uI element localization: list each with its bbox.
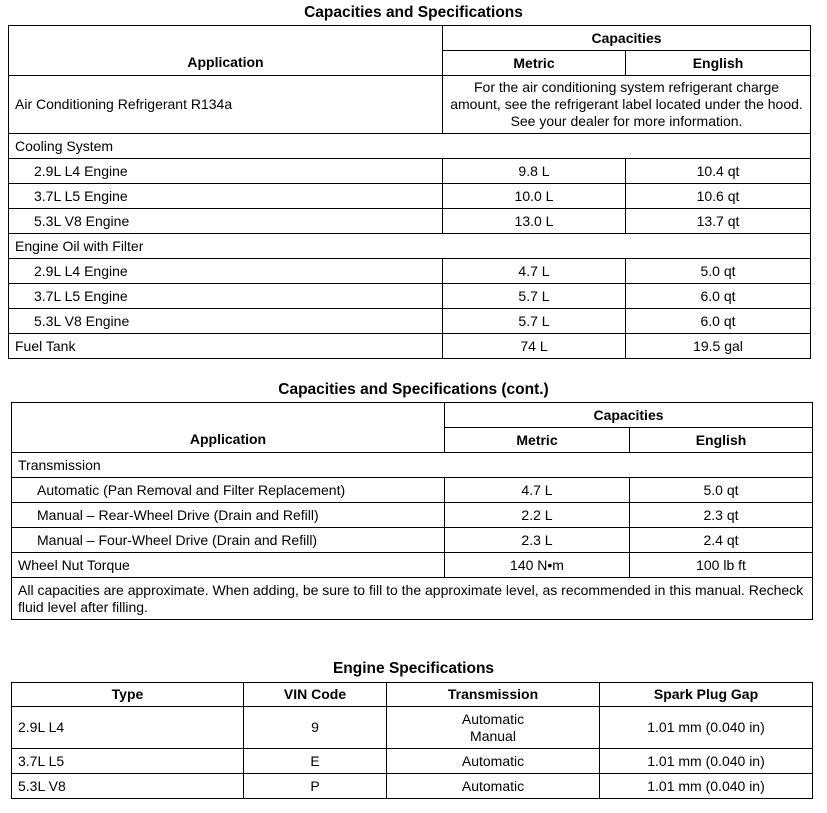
table-row	[12, 578, 813, 620]
table-row	[12, 553, 813, 578]
oil-metric: 4.7 L	[443, 259, 626, 284]
table-row	[9, 259, 811, 284]
vin-code: P	[244, 774, 387, 799]
engine-specs-table	[11, 682, 813, 799]
table-row	[12, 503, 813, 528]
cooling-metric: 10.0 L	[443, 184, 626, 209]
spark-plug-gap: 1.01 mm (0.040 in)	[600, 774, 813, 799]
table-row	[9, 184, 811, 209]
table-row	[12, 453, 813, 478]
transmission-item: Manual – Four-Wheel Drive (Drain and Refill)	[12, 528, 445, 553]
cooling-english: 10.4 qt	[626, 159, 811, 184]
table-row	[9, 334, 811, 359]
oil-metric: 5.7 L	[443, 284, 626, 309]
type-header: Type	[12, 683, 244, 707]
capacities-header: Capacities	[445, 403, 813, 428]
transmission-metric: 4.7 L	[445, 478, 630, 503]
table-row	[9, 284, 811, 309]
transmission-type	[387, 707, 600, 749]
torque-label: Wheel Nut Torque	[12, 553, 445, 578]
ac-label: Air Conditioning Refrigerant R134a	[9, 76, 443, 134]
application-header: Application	[12, 403, 445, 453]
capacities-table	[8, 25, 811, 359]
table-row	[12, 749, 813, 774]
transmission-type: Automatic	[387, 774, 600, 799]
gap-header: Spark Plug Gap	[600, 683, 813, 707]
torque-metric: 140 N•m	[445, 553, 630, 578]
metric-header: Metric	[445, 428, 630, 453]
cooling-label: Cooling System	[9, 134, 443, 159]
table-row	[12, 478, 813, 503]
engine-type: 2.9L L4	[12, 707, 244, 749]
spark-plug-gap: 1.01 mm (0.040 in)	[600, 749, 813, 774]
oil-english: 6.0 qt	[626, 309, 811, 334]
capacities-note: All capacities are approximate. When adding, be sure to fill to the approximate level, as recommended in this manual. Recheck fluid level after filling.	[12, 578, 813, 620]
oil-metric: 5.7 L	[443, 309, 626, 334]
capacities-cont-title: Capacities and Specifications (cont.)	[278, 381, 549, 398]
transmission-metric: 2.2 L	[445, 503, 630, 528]
oil-engine: 3.7L L5 Engine	[9, 284, 443, 309]
transmission-english: 5.0 qt	[630, 478, 813, 503]
cooling-metric: 9.8 L	[443, 159, 626, 184]
table-row	[9, 309, 811, 334]
transmission-item: Manual – Rear-Wheel Drive (Drain and Refill)	[12, 503, 445, 528]
torque-english: 100 lb ft	[630, 553, 813, 578]
vin-code: 9	[244, 707, 387, 749]
capacities-header: Capacities	[443, 26, 811, 51]
engine-specs-title: Engine Specifications	[332, 660, 495, 677]
cooling-metric: 13.0 L	[443, 209, 626, 234]
fuel-metric: 74 L	[443, 334, 626, 359]
table-row	[12, 707, 813, 749]
cooling-engine: 5.3L V8 Engine	[9, 209, 443, 234]
metric-header: Metric	[443, 51, 626, 76]
oil-english: 6.0 qt	[626, 284, 811, 309]
oil-label: Engine Oil with Filter	[9, 234, 443, 259]
engine-type: 3.7L L5	[12, 749, 244, 774]
transmission-metric: 2.3 L	[445, 528, 630, 553]
transmission-automatic: Automatic	[461, 710, 525, 727]
fuel-english: 19.5 gal	[626, 334, 811, 359]
cooling-english: 13.7 qt	[626, 209, 811, 234]
vin-header: VIN Code	[244, 683, 387, 707]
capacities-title: Capacities and Specifications	[304, 4, 523, 21]
transmission-english: 2.3 qt	[630, 503, 813, 528]
table-row	[9, 159, 811, 184]
transmission-item: Automatic (Pan Removal and Filter Replacement)	[12, 478, 445, 503]
capacities-cont-table	[11, 402, 813, 620]
vin-code: E	[244, 749, 387, 774]
table-row	[9, 234, 811, 259]
english-header: English	[630, 428, 813, 453]
ac-note: For the air conditioning system refrigerant charge amount, see the refrigerant label located under the hood. See your dealer for more information.	[443, 76, 811, 134]
oil-engine: 2.9L L4 Engine	[9, 259, 443, 284]
table-row	[12, 528, 813, 553]
table-row	[12, 774, 813, 799]
table-row	[9, 134, 811, 159]
transmission-english: 2.4 qt	[630, 528, 813, 553]
cooling-engine: 2.9L L4 Engine	[9, 159, 443, 184]
application-header: Application	[9, 26, 443, 76]
table-row	[9, 76, 811, 134]
transmission-label: Transmission	[12, 453, 445, 478]
cooling-engine: 3.7L L5 Engine	[9, 184, 443, 209]
engine-type: 5.3L V8	[12, 774, 244, 799]
transmission-header: Transmission	[387, 683, 600, 707]
fuel-label: Fuel Tank	[9, 334, 443, 359]
spark-plug-gap: 1.01 mm (0.040 in)	[600, 707, 813, 749]
oil-english: 5.0 qt	[626, 259, 811, 284]
oil-engine: 5.3L V8 Engine	[9, 309, 443, 334]
english-header: English	[626, 51, 811, 76]
cooling-english: 10.6 qt	[626, 184, 811, 209]
table-row	[9, 209, 811, 234]
transmission-manual: Manual	[470, 727, 516, 744]
transmission-type: Automatic	[387, 749, 600, 774]
